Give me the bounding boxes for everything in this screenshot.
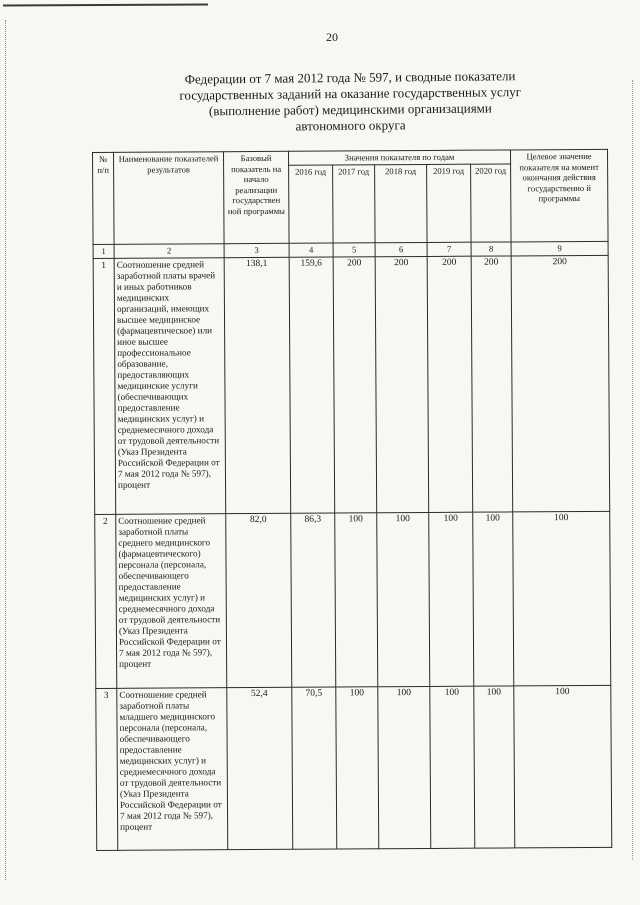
- column-number: 9: [511, 241, 608, 255]
- column-number: 5: [333, 243, 375, 257]
- header-values-by-year: Значения показателя по годам: [288, 150, 510, 165]
- column-number: 1: [93, 244, 114, 258]
- right-scan-edge: [632, 80, 633, 860]
- target-value: 100: [513, 511, 611, 686]
- value-2019: 200: [427, 256, 473, 512]
- value-2018: 200: [375, 256, 429, 512]
- header-year-2017: 2017 год: [333, 165, 375, 243]
- value-2016: 159,6: [289, 257, 335, 513]
- heading-line-4: автономного округа: [295, 117, 406, 134]
- row-number: 3: [96, 688, 118, 850]
- table-row: [96, 685, 612, 850]
- value-2020: 100: [474, 685, 515, 847]
- heading-line-2: государственных заданий на оказание государственных услуг: [179, 84, 522, 103]
- indicator-name: Соотношение средней заработной платы среднего медицинского (фармацевтического) персонала (персонала, обеспечивающего предоставление медицинских услуг) и среднемесячного дохода от трудовой деятельности (Указ Президента Российской Федерации от 7 мая 2012 года № 597), процент: [116, 513, 227, 688]
- base-value: 82,0: [226, 513, 292, 687]
- document-heading: [150, 68, 551, 136]
- base-value: 138,1: [224, 257, 291, 513]
- indicator-name: Соотношение средней заработной платы младшего медицинского персонала (персонала, обеспечивающего предоставление медицинских услуг) и среднемесячного дохода от трудовой деятельности (Указ Президента Российской Федерации от 7 мая 2012 года № 597), процент: [117, 687, 228, 850]
- header-year-2018: 2018 год: [375, 164, 427, 242]
- header-year-2020: 2020 год: [471, 164, 511, 242]
- column-number: 7: [427, 242, 471, 256]
- table-row: [95, 511, 611, 688]
- target-value: 200: [511, 255, 610, 512]
- value-2016: 70,5: [292, 687, 337, 849]
- value-2018: 100: [378, 686, 431, 848]
- header-base: Базовый показатель на начало реализации государствен ной программы: [224, 151, 290, 243]
- target-value: 100: [514, 685, 612, 848]
- indicator-name: Соотношение средней заработной платы врачей и иных работников медицинских организаций, имеющих высшее медицинское (фармацевтическое) или иное высшее профессиональное образование, предоставляющих медицинские услуги (обеспечивающих предоставление медицинских услуг) и среднемесячного дохода от трудовой деятельности (Указ Президента Российской Федерации от 7 мая 2012 года № 597), процент: [114, 257, 226, 514]
- value-2018: 100: [377, 512, 430, 686]
- row-number: 1: [93, 258, 116, 514]
- header-number: № п/п: [93, 152, 115, 244]
- base-value: 52,4: [227, 687, 293, 849]
- top-scan-rule: [3, 3, 208, 6]
- value-2017: 200: [333, 256, 377, 512]
- indicators-table: [92, 149, 612, 851]
- value-2019: 100: [429, 512, 474, 686]
- indicators-table-wrapper: [92, 149, 612, 851]
- value-2017: 100: [335, 512, 378, 686]
- column-number: 3: [224, 243, 289, 257]
- row-number: 2: [95, 514, 117, 688]
- value-2020: 100: [473, 511, 514, 685]
- column-number: 6: [375, 242, 427, 256]
- value-2017: 100: [336, 686, 379, 848]
- table-row: [93, 255, 610, 514]
- column-number: 2: [114, 244, 224, 258]
- left-scan-edge: [5, 20, 6, 880]
- header-name: Наименование показателей результатов: [114, 152, 225, 245]
- page-number: 20: [326, 30, 338, 44]
- header-year-2019: 2019 год: [427, 164, 471, 242]
- column-number: 8: [471, 242, 511, 256]
- header-year-2016: 2016 год: [289, 165, 333, 243]
- column-number: 4: [289, 243, 333, 257]
- heading-line-3: (выполнение работ) медицинскими организациями: [208, 100, 492, 119]
- header-target: Целевое значение показателя на момент окончания действия государственно й программы: [511, 149, 609, 242]
- heading-line-1: Федерации от 7 мая 2012 года № 597, и сводные показатели: [184, 68, 516, 87]
- value-2016: 86,3: [291, 513, 336, 687]
- value-2020: 200: [471, 255, 513, 511]
- value-2019: 100: [430, 686, 475, 848]
